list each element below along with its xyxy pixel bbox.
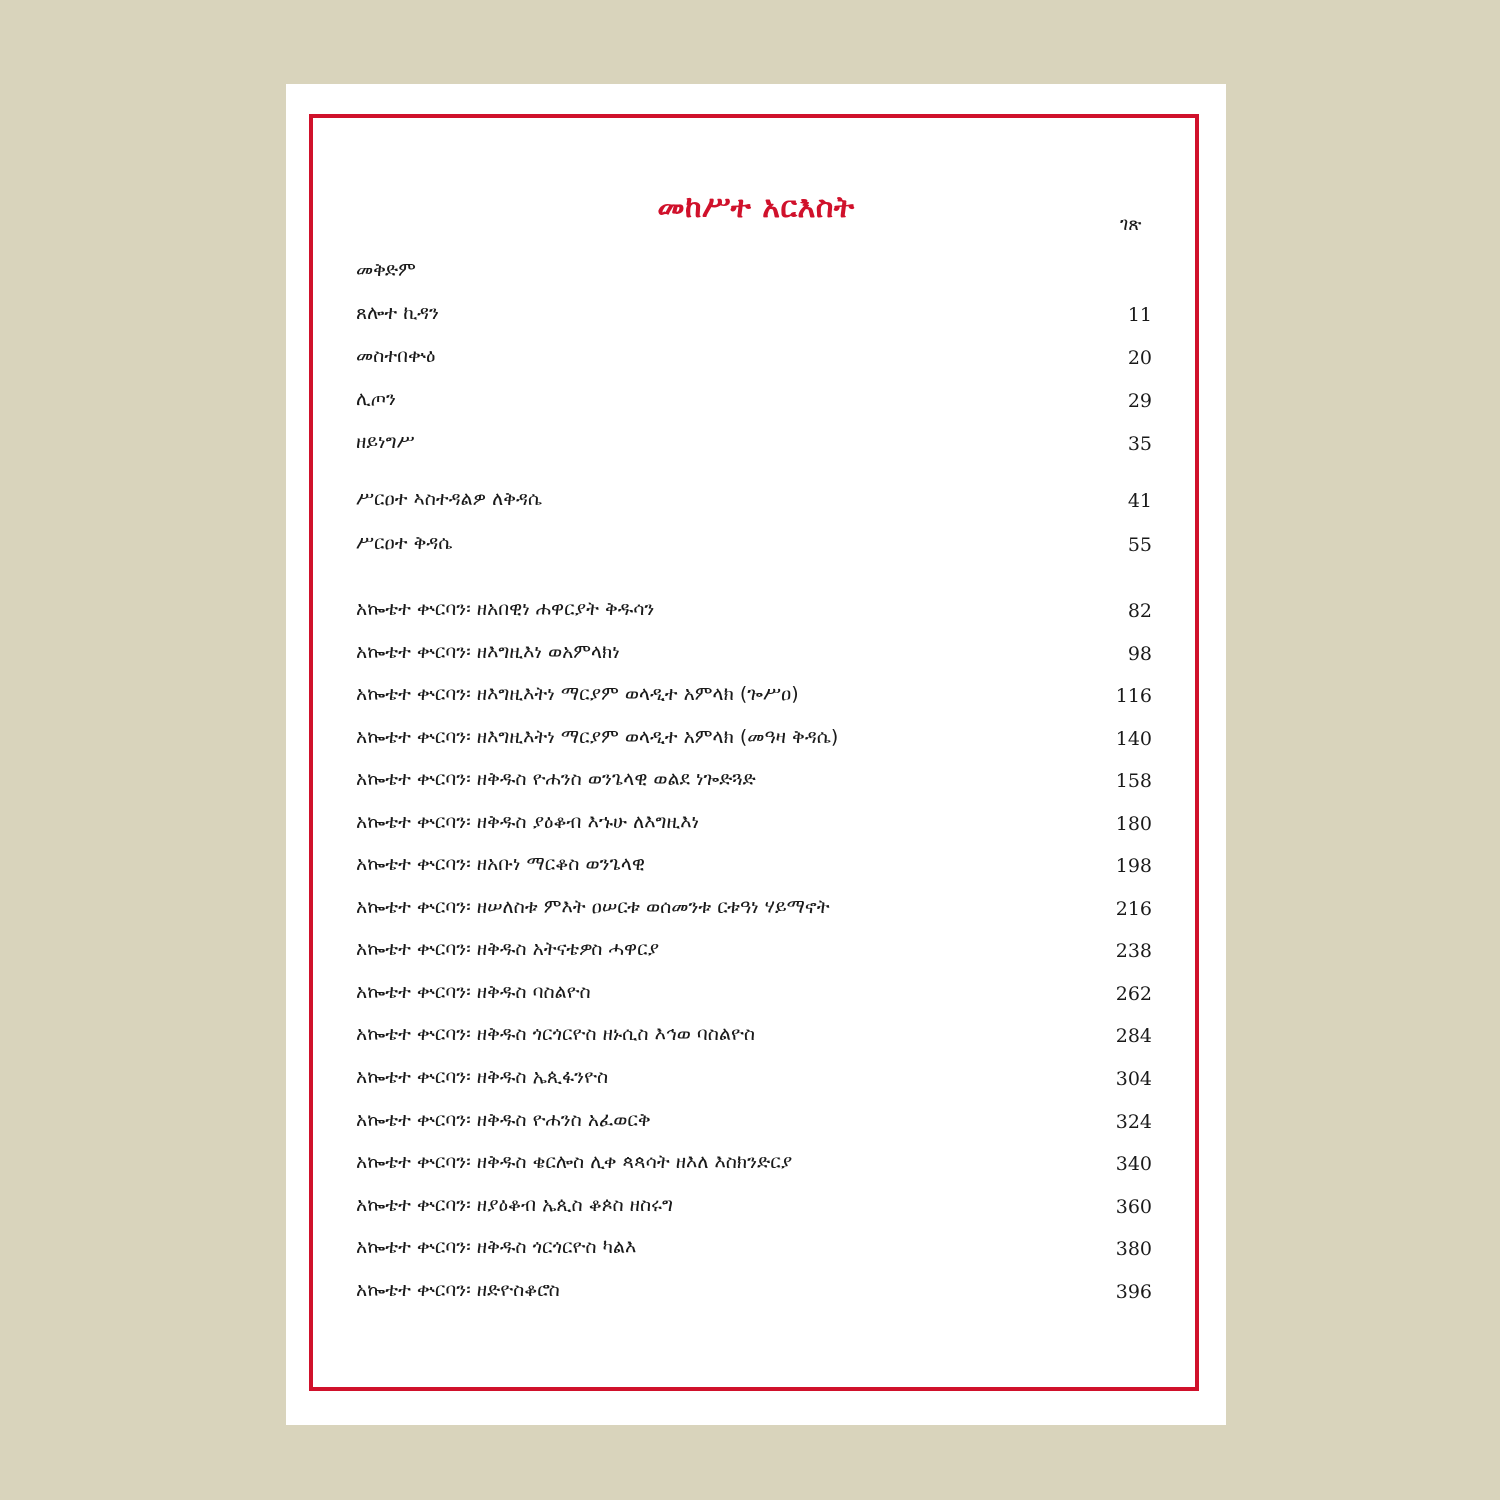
toc-entry [356,1236,1152,1266]
toc-entry-page: 158 [1115,770,1152,792]
toc-entry-label: አኰቴተ ቍርባን፡ ዘቅዱስ ዮሐንስ አፈወርቅ [356,1109,651,1131]
toc-entry-page: 360 [1115,1196,1152,1218]
toc-entry [356,853,1152,883]
page-title: መከሥተ አርእስት [657,190,855,225]
toc-entry [356,811,1152,841]
toc-entry-label: አኰቴተ ቍርባን፡ ዘአበዊነ ሐዋርያት ቅዱሳን [356,598,655,620]
toc-entry [356,1279,1152,1309]
toc-entry-page: 238 [1115,940,1152,962]
toc-entry-page: 180 [1115,813,1152,835]
toc-entry [356,598,1152,628]
toc-entry-page: 41 [1127,490,1152,512]
toc-entry-label: አኰቴተ ቍርባን፡ ዘቅዱስ ቄርሎስ ሊቀ ጳጳሳት ዘእለ እስክንድርያ [356,1151,793,1173]
toc-entry-page: 140 [1115,728,1152,750]
toc-entry [356,641,1152,671]
toc-entry-page: 20 [1127,347,1152,369]
toc-entry-page: 340 [1115,1153,1152,1175]
toc-entry-page: 284 [1115,1025,1152,1047]
toc-entry-label: አኰቴተ ቍርባን፡ ዘአቡነ ማርቆስ ወንጌላዊ [356,853,645,875]
toc-entry-label: አኰቴተ ቍርባን፡ ዘእግዚእትነ ማርያም ወላዲተ አምላክ (ጐሥዐ) [356,683,799,705]
toc-entry [356,683,1152,713]
toc-entry [356,896,1152,926]
toc-entry-page: 396 [1115,1281,1152,1303]
toc-entry-page: 216 [1115,898,1152,920]
toc-entry-label: ሥርዐተ ኣስተዳልዎ ለቅዳሴ [356,488,543,510]
toc-entry-page: 262 [1115,983,1152,1005]
toc-entry-page: 98 [1127,643,1152,665]
toc-entry-label: አኰቴተ ቍርባን፡ ዘቅዱስ ባስልዮስ [356,981,591,1003]
toc-entry-page: 55 [1127,534,1152,556]
toc-entry-label: አኰቴተ ቍርባን፡ ዘቅዱስ አትናቴዎስ ሓዋርያ [356,938,660,960]
toc-entry [356,981,1152,1011]
toc-entry-page: 198 [1115,855,1152,877]
toc-entry-label: አኰቴተ ቍርባን፡ ዘቅዱስ ጎርጎርዮስ ካልእ [356,1236,637,1258]
toc-entry-page: 380 [1115,1238,1152,1260]
toc-entry-page: 82 [1127,600,1152,622]
toc-entry [356,768,1152,798]
toc-entry-label: አኰቴተ ቍርባን፡ ዘእግዚእነ ወአምላክነ [356,641,620,663]
toc-entry-label: አኰቴተ ቍርባን፡ ዘሠለስቱ ምእት ዐሠርቱ ወሰመንቱ ርቱዓነ ሃይማኖት [356,896,830,918]
toc-entry [356,1151,1152,1181]
toc-entry-label: መቅድም [356,259,416,281]
toc-entry-label: ሊጦን [356,388,396,410]
toc-entry-label: ጸሎተ ኪዳን [356,302,439,324]
toc-entry-page: 304 [1115,1068,1152,1090]
toc-entry [356,488,1152,518]
toc-entry-label: አኰቴተ ቍርባን፡ ዘያዕቆብ ኤጲስ ቆጶስ ዘስሩግ [356,1194,673,1216]
toc-entry [356,345,1152,375]
toc-entry-label: መስተበቍዕ [356,345,436,367]
toc-entry-page: 35 [1127,433,1152,455]
toc-entry [356,431,1152,461]
toc-entry-label: ሥርዐተ ቅዳሴ [356,532,453,554]
toc-entry-page: 324 [1115,1111,1152,1133]
toc-entry [356,1109,1152,1139]
toc-entry [356,1194,1152,1224]
toc-entry [356,259,1152,289]
toc-entry-label: አኰቴተ ቍርባን፡ ዘቅዱስ ዮሐንስ ወንጌላዊ ወልደ ነጐድጓድ [356,768,756,790]
toc-entry-page: 11 [1127,304,1152,326]
toc-entry-page: 116 [1115,685,1152,707]
toc-entry-label: አኰቴተ ቍርባን፡ ዘቅዱስ ጎርጎርዮስ ዘኑሲስ እኅወ ባስልዮስ [356,1023,756,1045]
toc-entry [356,938,1152,968]
toc-entry [356,302,1152,332]
toc-entry-label: አኰቴተ ቍርባን፡ ዘድዮስቆሮስ [356,1279,560,1301]
toc-entry-label: አኰቴተ ቍርባን፡ ዘእግዚእትነ ማርያም ወላዲተ አምላክ (መዓዛ ቅዳሴ) [356,726,839,748]
toc-entry [356,1023,1152,1053]
toc-entry-label: ዘይነግሥ [356,431,415,453]
toc-entry [356,388,1152,418]
page-column-header: ገጽ [1120,214,1142,235]
document-page [286,84,1226,1425]
toc-entry [356,726,1152,756]
toc-entry [356,1066,1152,1096]
toc-entry-label: አኰቴተ ቍርባን፡ ዘቅዱስ ኤጲፋንዮስ [356,1066,609,1088]
toc-entry-page: 29 [1127,390,1152,412]
toc-entry-label: አኰቴተ ቍርባን፡ ዘቅዱስ ያዕቆብ እኁሁ ለእግዚእነ [356,811,700,833]
toc-entry [356,532,1152,562]
